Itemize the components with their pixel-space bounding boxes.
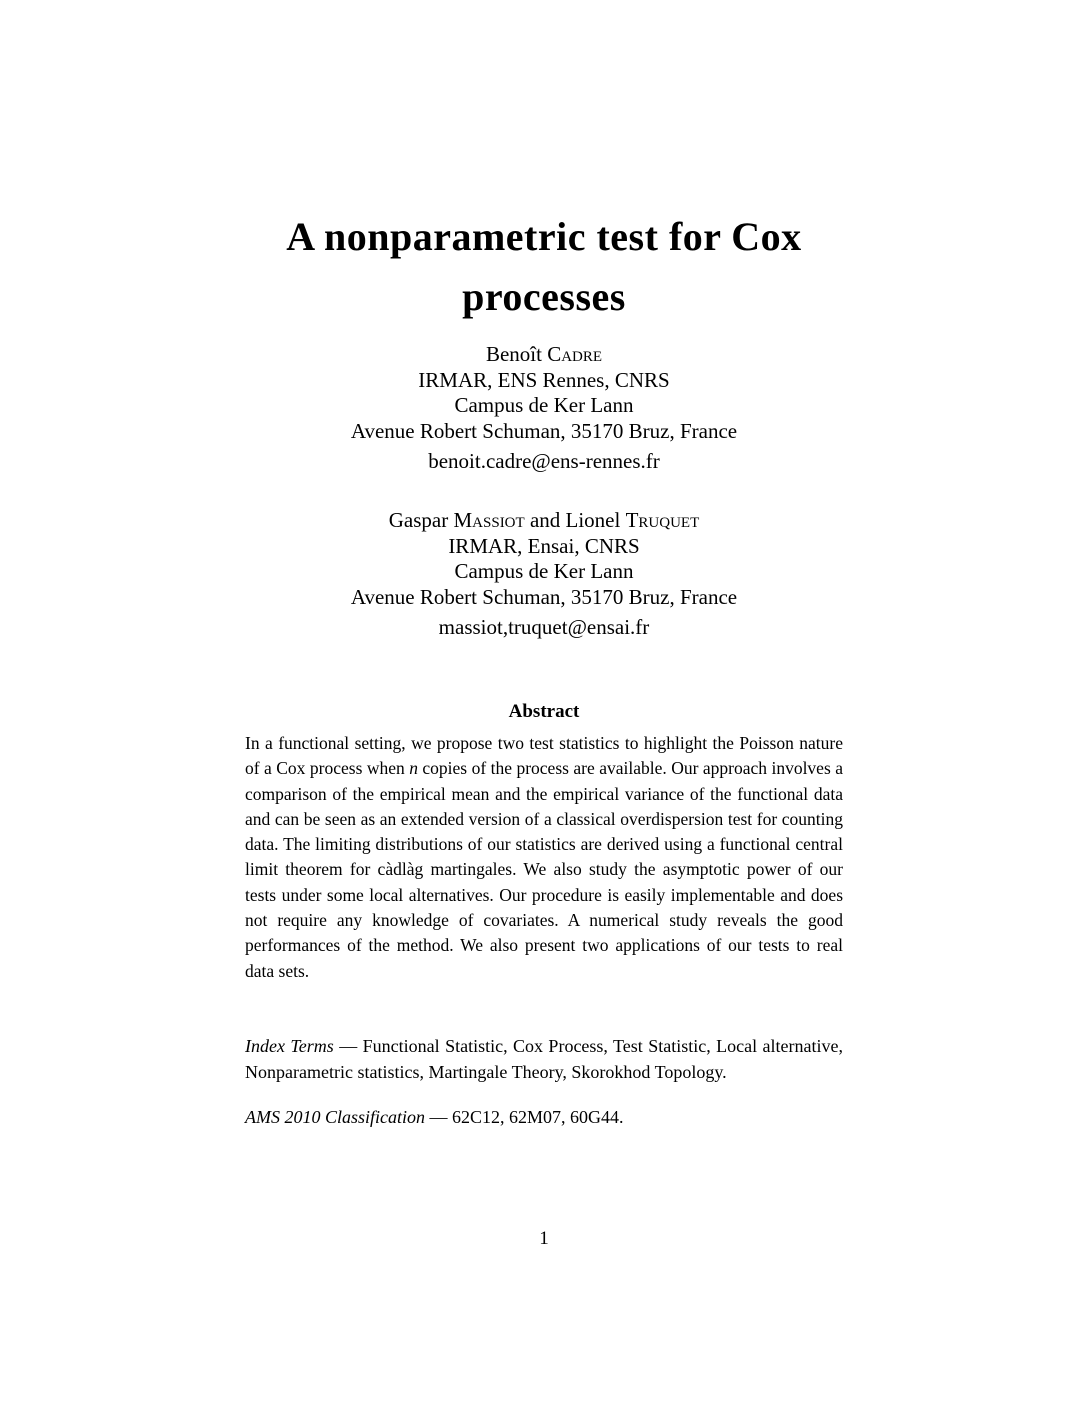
- author-3-first-name: and Lionel: [524, 508, 626, 532]
- abstract-italic-n: n: [409, 758, 418, 779]
- author-1-email: benoit.cadre@ens-rennes.fr: [428, 449, 660, 473]
- author-2-last-name: Massiot: [453, 508, 525, 532]
- author-2-affiliation-line: Campus de Ker Lann: [454, 559, 634, 583]
- author-1-affiliation-line: Avenue Robert Schuman, 35170 Bruz, France: [350, 418, 738, 443]
- author-2-names: [0, 508, 1088, 534]
- ams-text: 62C12, 62M07, 60G44.: [452, 1107, 624, 1127]
- paper-title-line2: processes: [462, 274, 626, 319]
- abstract-text-part1: In a functional setting, we propose two test statistics to highlight the Poisson nature of a Cox process when: [245, 733, 843, 779]
- author-1-name: [0, 342, 1088, 368]
- index-terms-dash: —: [333, 1036, 363, 1056]
- author-1-affiliation-line: IRMAR, ENS Rennes, CNRS: [418, 367, 670, 392]
- index-terms-text: Functional Statistic, Cox Process, Test Statistic, Local alternative, Nonparametric statistics, Martingale Theory, Skorokhod Topology.: [245, 1036, 843, 1082]
- index-terms-label: Index Terms: [245, 1036, 334, 1056]
- abstract-heading: Abstract: [508, 701, 580, 722]
- author-2-affiliation-line: IRMAR, Ensai, CNRS: [448, 533, 640, 558]
- paper-title: [0, 207, 1088, 327]
- ams-label: AMS 2010 Classification: [245, 1107, 425, 1127]
- ams-classification: [245, 1104, 843, 1130]
- author-2-affiliation-line: Avenue Robert Schuman, 35170 Bruz, France: [350, 584, 738, 609]
- author-block-2: [0, 508, 1088, 641]
- index-terms: [245, 1033, 843, 1085]
- abstract-text-part2: copies of the process are available. Our approach involves a comparison of the empirical mean and the empirical variance of the functional data and can be seen as an extended version of a classical overdispersion test for counting data. The limiting distributions of our statistics are derived using a functional central limit theorem for càdlàg martingales. We also study the asymptotic power of our tests under some local alternatives. Our procedure is easily implementable and does not require any knowledge of covariates. A numerical study reveals the good performances of the method. We also present two applications of our tests to real data sets.: [245, 758, 843, 981]
- ams-dash: —: [425, 1107, 452, 1127]
- author-2-first-name: Gaspar: [388, 508, 454, 532]
- paper-title-line1: A nonparametric test for Cox: [286, 214, 802, 259]
- author-1-affiliation-line: Campus de Ker Lann: [454, 393, 634, 417]
- author-block-1: [0, 342, 1088, 475]
- author-1-first-name: Benoît: [485, 342, 548, 366]
- author-3-last-name: Truquet: [625, 508, 700, 532]
- author-1-last-name: Cadre: [547, 342, 603, 366]
- author-2-email: massiot,truquet@ensai.fr: [438, 615, 650, 639]
- page-number: 1: [539, 1228, 549, 1249]
- abstract-text: [245, 731, 843, 984]
